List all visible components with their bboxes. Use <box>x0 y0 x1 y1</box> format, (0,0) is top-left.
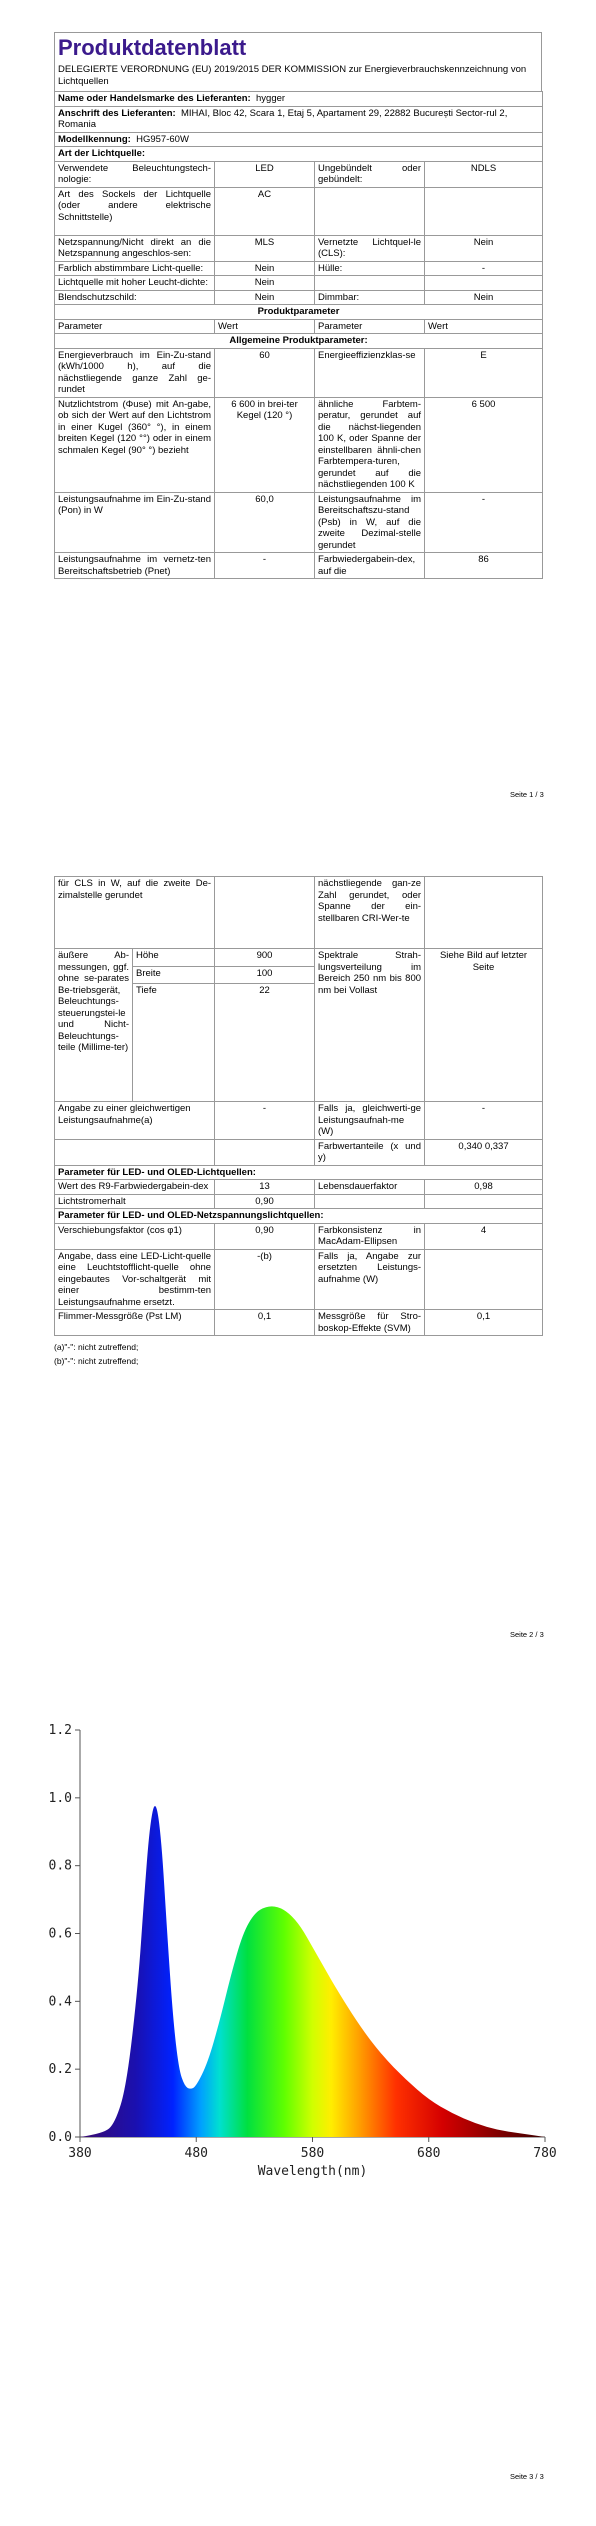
table-row <box>55 348 543 397</box>
cell-value: Nein <box>425 290 543 305</box>
cell-label: Farbwertanteile (x und y) <box>315 1139 425 1165</box>
regulation-text: DELEGIERTE VERORDNUNG (EU) 2019/2015 DER KOMMISSION zur Energieverbrauchskennzeichnung von Lichtquellen <box>58 64 527 87</box>
cell-empty <box>425 187 543 235</box>
title-block <box>54 32 542 91</box>
cell-empty <box>425 877 543 949</box>
cell-value: Nein <box>215 290 315 305</box>
cell-label: Leistungsaufnahme im Bereitschaftszu-stand (Psb) in W, auf die zweite Dezimal-stelle gerundet <box>315 492 425 553</box>
cell-label: nächstliegende gan-ze Zahl gerundet, oder Spanne der ein-stellbaren CRI-Wer-te <box>315 877 425 949</box>
y-tick-label: 0.2 <box>48 2062 72 2078</box>
col-param: Parameter <box>55 319 215 334</box>
model-label: Modellkennung: <box>58 133 131 145</box>
cell-value: 60 <box>215 348 315 397</box>
cell-label: Hülle: <box>315 261 425 276</box>
cell-value: 6 500 <box>425 397 543 492</box>
cell-label: Nutzlichtstrom (Φuse) mit An-gabe, ob sich der Wert auf den Lichtstrom in einer Kugel (360° °), in einem breiten Kegel (120 °°) oder in einem schmalen Kegel (90° °) bezieht <box>55 397 215 492</box>
cell-value: 4 <box>425 1223 543 1249</box>
table-row <box>55 261 543 276</box>
cell-value: 60,0 <box>215 492 315 553</box>
y-tick-label: 0.4 <box>48 1994 72 2010</box>
cell-value: Nein <box>215 261 315 276</box>
dimensions-label: äußere Ab-messungen, ggf. ohne se-parates Be-triebsgerät, Beleuchtungs-steuerungstei-le und Nicht-Beleuchtungs-teile (Millime-ter) <box>55 949 133 1102</box>
table-row <box>55 397 543 492</box>
cell-label: Farbkonsistenz in MacAdam-Ellipsen <box>315 1223 425 1249</box>
x-tick-label: 480 <box>184 2146 208 2161</box>
cell-label: Falls ja, Angabe zur ersetzten Leistungs-aufnahme (W) <box>315 1249 425 1310</box>
cell-empty <box>315 276 425 291</box>
general-params-header: Allgemeine Produktparameter: <box>55 334 543 349</box>
y-tick-label: 0.8 <box>48 1858 72 1874</box>
supplier-name-row <box>55 92 543 107</box>
table-row <box>55 1249 543 1310</box>
cell-value <box>425 1249 543 1310</box>
cell-label: Blendschutzschild: <box>55 290 215 305</box>
supplier-name: hygger <box>256 93 286 104</box>
x-tick-label: 680 <box>417 2146 441 2161</box>
cell-value: -(b) <box>215 1249 315 1310</box>
address-label: Anschrift des Lieferanten: <box>58 107 176 119</box>
footnote-b: (b)"-": nicht zutreffend; <box>54 1356 139 1366</box>
height-value: 900 <box>215 949 315 967</box>
spectrum-label: Spektrale Strah-lungsverteilung im Bereich 250 nm bis 800 nm bei Vollast <box>315 949 425 1102</box>
cell-value: - <box>215 1102 315 1140</box>
page-number: Seite 2 / 3 <box>510 1630 544 1639</box>
table-row <box>55 1310 543 1336</box>
cell-value: MLS <box>215 235 315 261</box>
cell-label: Messgröße für Stro-boskop-Effekte (SVM) <box>315 1310 425 1336</box>
cell-value: - <box>425 1102 543 1140</box>
footnote-a: (a)"-": nicht zutreffend; <box>54 1342 139 1352</box>
column-header-row <box>55 319 543 334</box>
led-params-header: Parameter für LED- und OLED-Lichtquellen: <box>55 1165 543 1180</box>
col-param: Parameter <box>315 319 425 334</box>
table-row <box>55 1102 543 1140</box>
table-row <box>55 161 543 187</box>
page-2 <box>0 876 596 1656</box>
address: MIHAI, Bloc 42, Scara 1, Etaj 5, Apartament 29, 22882 București Sector-rul 2, Romania <box>58 107 508 130</box>
mains-params-header: Parameter für LED- und OLED-Netzspannungslichtquellen: <box>55 1209 543 1224</box>
col-value: Wert <box>215 319 315 334</box>
cell-value: - <box>425 492 543 553</box>
spectrum-chart-svg <box>40 1700 560 2180</box>
table-row <box>55 290 543 305</box>
cell-value: NDLS <box>425 161 543 187</box>
supplier-name-label: Name oder Handelsmarke des Lieferanten: <box>58 93 251 104</box>
x-tick-label: 580 <box>300 2146 325 2161</box>
cell-label: Farbwiedergabein-dex, auf die <box>315 553 425 579</box>
cell-label: Angabe, dass eine LED-Licht-quelle eine Leuchtstofflicht-quelle ohne eingebautes Vor-schaltgerät mit einer bestimm-ten Leistungsaufnahme ersetzt. <box>55 1249 215 1310</box>
cell-label: ähnliche Farbtem-peratur, gerundet auf die nächst-liegenden 100 K, oder Spanne der einstellbaren ähnli-chen Farbtempera-turen, gerundet auf die nächstliegenden 100 K <box>315 397 425 492</box>
cell-value: - <box>215 553 315 579</box>
cell-value: 0,1 <box>215 1310 315 1336</box>
y-tick-label: 1.2 <box>48 1723 72 1738</box>
cell-label: Angabe zu einer gleichwertigen Leistungsaufnahme(a) <box>55 1102 215 1140</box>
datasheet-page-1 <box>54 32 542 579</box>
table-row <box>55 1180 543 1195</box>
footnotes <box>54 1340 542 1368</box>
cell-label: Dimmbar: <box>315 290 425 305</box>
cell-value: 0,90 <box>215 1223 315 1249</box>
depth-label: Tiefe <box>133 984 215 1102</box>
cell-empty <box>315 187 425 235</box>
table-row <box>55 187 543 235</box>
cell-value: 6 600 in brei-ter Kegel (120 °) <box>215 397 315 492</box>
cell-empty <box>55 1139 215 1165</box>
params-table-continued <box>54 876 543 1336</box>
table-row <box>55 1139 543 1165</box>
light-type-header: Art der Lichtquelle: <box>55 147 543 162</box>
cell-empty <box>215 1139 315 1165</box>
cell-label: Flimmer-Messgröße (Pst LM) <box>55 1310 215 1336</box>
page-number: Seite 1 / 3 <box>510 790 544 799</box>
height-label: Höhe <box>133 949 215 967</box>
cell-value: 0,98 <box>425 1180 543 1195</box>
cell-value: 0,90 <box>215 1194 315 1209</box>
col-value: Wert <box>425 319 543 334</box>
y-tick-label: 0.6 <box>48 1926 72 1942</box>
table-row <box>55 553 543 579</box>
cell-value: AC <box>215 187 315 235</box>
table-row <box>55 276 543 291</box>
table-row <box>55 1194 543 1209</box>
table-row <box>55 235 543 261</box>
width-label: Breite <box>133 966 215 984</box>
page-title: Produktdatenblatt <box>58 35 247 60</box>
cell-label: Netzspannung/Nicht direkt an die Netzspannung angeschlos-sen: <box>55 235 215 261</box>
table-row <box>55 877 543 949</box>
table-row <box>55 492 543 553</box>
cell-label: Art des Sockels der Lichtquelle (oder andere elektrische Schnittstelle) <box>55 187 215 235</box>
cell-empty <box>425 276 543 291</box>
cell-value: Nein <box>425 235 543 261</box>
cell-label: Wert des R9-Farbwiedergabein-dex <box>55 1180 215 1195</box>
cell-empty <box>215 877 315 949</box>
table-row <box>55 1223 543 1249</box>
y-tick-label: 0.0 <box>48 2130 72 2145</box>
product-params-header: Produktparameter <box>55 305 543 320</box>
spectrum-chart <box>40 1700 560 2180</box>
address-row <box>55 106 543 132</box>
cell-label: Falls ja, gleichwerti-ge Leistungsaufnah-me (W) <box>315 1102 425 1140</box>
x-axis-label: Wavelength(nm) <box>257 2164 368 2179</box>
cell-value: 13 <box>215 1180 315 1195</box>
cell-label: Energieverbrauch im Ein-Zu-stand (kWh/1000 h), auf die nächstliegende ganze Zahl ge-rundet <box>55 348 215 397</box>
cell-value: Nein <box>215 276 315 291</box>
spectrum-area <box>80 1806 545 2137</box>
page-number: Seite 3 / 3 <box>510 2472 544 2481</box>
cell-empty <box>315 1194 425 1209</box>
spectrum-value: Siehe Bild auf letzter Seite <box>425 949 543 1102</box>
cell-label: Verschiebungsfaktor (cos φ1) <box>55 1223 215 1249</box>
cell-label: Lebensdauerfaktor <box>315 1180 425 1195</box>
cell-empty <box>425 1194 543 1209</box>
supplier-table <box>54 91 543 579</box>
page-1 <box>0 0 596 820</box>
cell-value: 86 <box>425 553 543 579</box>
dimensions-row <box>55 949 543 967</box>
cell-label: Lichtstromerhalt <box>55 1194 215 1209</box>
cell-label: für CLS in W, auf die zweite De-zimalstelle gerundet <box>55 877 215 949</box>
x-tick-label: 780 <box>533 2146 557 2161</box>
cell-label: Ungebündelt oder gebündelt: <box>315 161 425 187</box>
cell-label: Leistungsaufnahme im vernetz-ten Bereitschaftsbetrieb (Pnet) <box>55 553 215 579</box>
width-value: 100 <box>215 966 315 984</box>
cell-label: Energieeffizienzklas-se <box>315 348 425 397</box>
y-tick-label: 1.0 <box>48 1790 72 1806</box>
cell-label: Vernetzte Lichtquel-le (CLS): <box>315 235 425 261</box>
depth-value: 22 <box>215 984 315 1102</box>
x-tick-label: 380 <box>68 2146 92 2161</box>
model: HG957-60W <box>136 133 189 145</box>
cell-value: E <box>425 348 543 397</box>
cell-value: 0,1 <box>425 1310 543 1336</box>
cell-label: Leistungsaufnahme im Ein-Zu-stand (Pon) in W <box>55 492 215 553</box>
cell-value: LED <box>215 161 315 187</box>
cell-label: Verwendete Beleuchtungstech-nologie: <box>55 161 215 187</box>
datasheet-page-2 <box>54 876 542 1368</box>
model-row <box>55 132 543 147</box>
cell-value: 0,340 0,337 <box>425 1139 543 1165</box>
cell-label: Farblich abstimmbare Licht-quelle: <box>55 261 215 276</box>
cell-label: Lichtquelle mit hoher Leucht-dichte: <box>55 276 215 291</box>
cell-value: - <box>425 261 543 276</box>
